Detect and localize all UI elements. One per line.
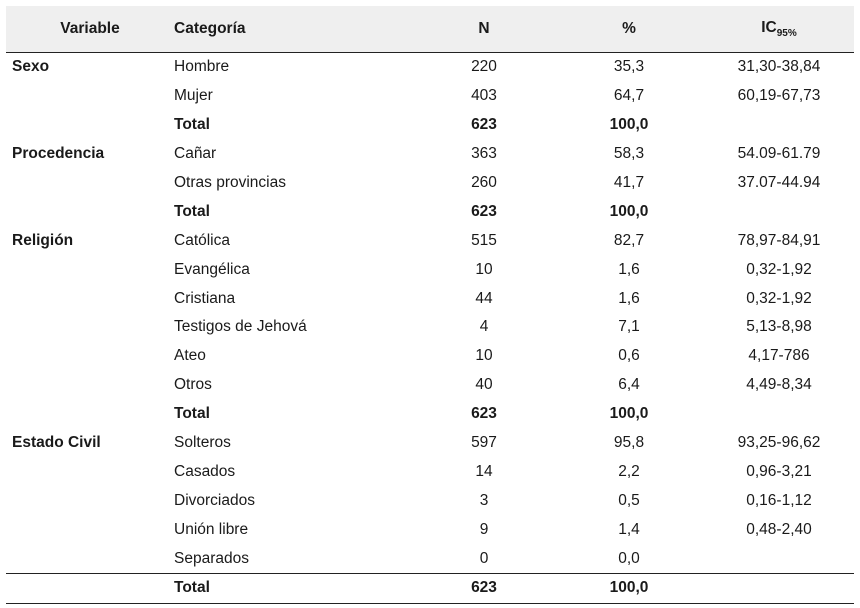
cell-categoria: Total [174,202,210,220]
cell-categoria: Total [174,574,414,604]
cell-categoria: Católica [174,231,230,249]
cell-ic: 5,13-8,98 [746,318,812,336]
cell-percent: 1,6 [618,260,640,278]
cell-categoria: Casados [174,462,236,480]
cell-variable [6,313,174,342]
cell-ic [704,197,854,226]
cell-n: 363 [471,145,497,163]
cell-percent: 1,6 [618,289,640,307]
cell-categoria: Cañar [174,145,217,163]
table-row [6,313,854,342]
table-row [6,53,854,82]
table-row [6,486,854,515]
cell-ic: 31,30-38,84 [737,58,821,76]
cell-percent: 0,6 [618,347,640,365]
table-row [6,429,854,458]
cell-percent: 64,7 [613,87,645,105]
cell-variable [6,400,174,429]
cell-ic: 4,49-8,34 [746,376,812,394]
header-categoria: Categoría [174,6,414,53]
cell-ic [704,400,854,429]
cell-categoria: Separados [174,549,249,567]
table-row-total [6,400,854,429]
cell-variable [6,515,174,544]
cell-categoria: Evangélica [174,260,250,278]
cell-ic: 0,32-1,92 [746,289,812,307]
cell-variable [6,457,174,486]
cell-n: 623 [414,574,554,604]
cell-variable: Estado Civil [12,434,101,452]
cell-ic: 4,17-786 [748,347,810,365]
cell-percent: 1,4 [618,520,640,538]
cell-categoria: Ateo [174,347,206,365]
cell-n: 3 [479,491,489,509]
data-table [6,6,854,604]
cell-variable: Religión [12,231,74,249]
header-ic-label: IC [761,18,777,36]
cell-percent: 100,0 [609,116,649,134]
cell-percent: 7,1 [618,318,640,336]
cell-variable [6,486,174,515]
cell-categoria: Testigos de Jehová [174,318,307,336]
table-row [6,515,854,544]
table-row [6,544,854,573]
cell-categoria: Unión libre [174,520,249,538]
cell-n: 623 [471,116,497,134]
cell-variable [6,544,174,573]
cell-ic: 0,48-2,40 [746,520,812,538]
cell-categoria: Otras provincias [174,174,286,191]
cell-ic: 37.07-44.94 [737,174,821,191]
table-row-total [6,111,854,140]
cell-categoria: Solteros [174,434,231,452]
table-body [6,53,854,604]
cell-n: 9 [479,520,489,538]
cell-percent: 82,7 [613,231,645,249]
cell-ic: 54.09-61.79 [737,145,821,163]
header-ic [704,6,854,53]
cell-categoria: Otros [174,376,212,394]
cell-n: 597 [471,434,497,452]
table-row [6,284,854,313]
cell-n: 260 [471,174,497,191]
cell-variable [6,82,174,111]
cell-n: 10 [475,260,493,278]
cell-ic [704,544,854,573]
header-n: N [414,6,554,53]
cell-n: 44 [475,289,493,307]
table-row [6,169,854,198]
cell-categoria: Total [174,405,210,423]
cell-percent: 41,7 [613,174,645,191]
cell-percent: 35,3 [613,58,645,76]
cell-n: 623 [471,405,497,423]
table-row [6,226,854,255]
cell-n: 220 [471,58,497,76]
cell-variable [6,371,174,400]
table-header-row [6,6,854,53]
table-row [6,82,854,111]
cell-n: 623 [471,202,497,220]
cell-variable [6,255,174,284]
cell-n: 515 [471,231,497,249]
cell-categoria: Hombre [174,58,230,76]
cell-ic: 60,19-67,73 [737,87,821,105]
cell-percent: 6,4 [618,376,640,394]
cell-percent: 100,0 [609,202,649,220]
header-variable: Variable [6,6,174,53]
table-row [6,457,854,486]
cell-ic: 0,96-3,21 [746,462,812,480]
cell-n: 403 [471,87,497,105]
table-row-total [6,197,854,226]
table-row-total [6,574,854,604]
cell-categoria: Divorciados [174,491,255,509]
cell-ic: 0,16-1,12 [746,491,812,509]
cell-percent: 0,5 [618,491,640,509]
cell-percent: 100,0 [554,574,704,604]
cell-variable [6,574,174,604]
table-row [6,342,854,371]
cell-percent: 2,2 [618,462,640,480]
cell-variable: Procedencia [12,145,105,163]
cell-ic [704,574,854,604]
cell-variable [6,169,174,198]
cell-n: 10 [475,347,493,365]
cell-percent: 58,3 [613,145,645,163]
cell-ic [704,111,854,140]
cell-ic: 78,97-84,91 [737,231,821,249]
cell-n: 40 [475,376,493,394]
cell-ic: 0,32-1,92 [746,260,812,278]
cell-variable [6,111,174,140]
header-ic-subscript: 95% [776,28,797,40]
cell-variable [6,197,174,226]
cell-variable [6,342,174,371]
cell-n: 14 [475,462,493,480]
cell-percent: 95,8 [613,434,645,452]
cell-categoria: Cristiana [174,289,236,307]
cell-variable [6,284,174,313]
cell-ic: 93,25-96,62 [737,434,821,452]
cell-percent: 100,0 [609,405,649,423]
table-row [6,371,854,400]
table-row [6,255,854,284]
header-percent: % [554,6,704,53]
table-row [6,140,854,169]
cell-categoria: Total [174,116,210,134]
cell-n: 4 [479,318,489,336]
cell-n: 0 [479,549,489,567]
cell-categoria: Mujer [174,87,213,105]
cell-variable: Sexo [12,58,50,76]
cell-percent: 0,0 [618,549,640,567]
